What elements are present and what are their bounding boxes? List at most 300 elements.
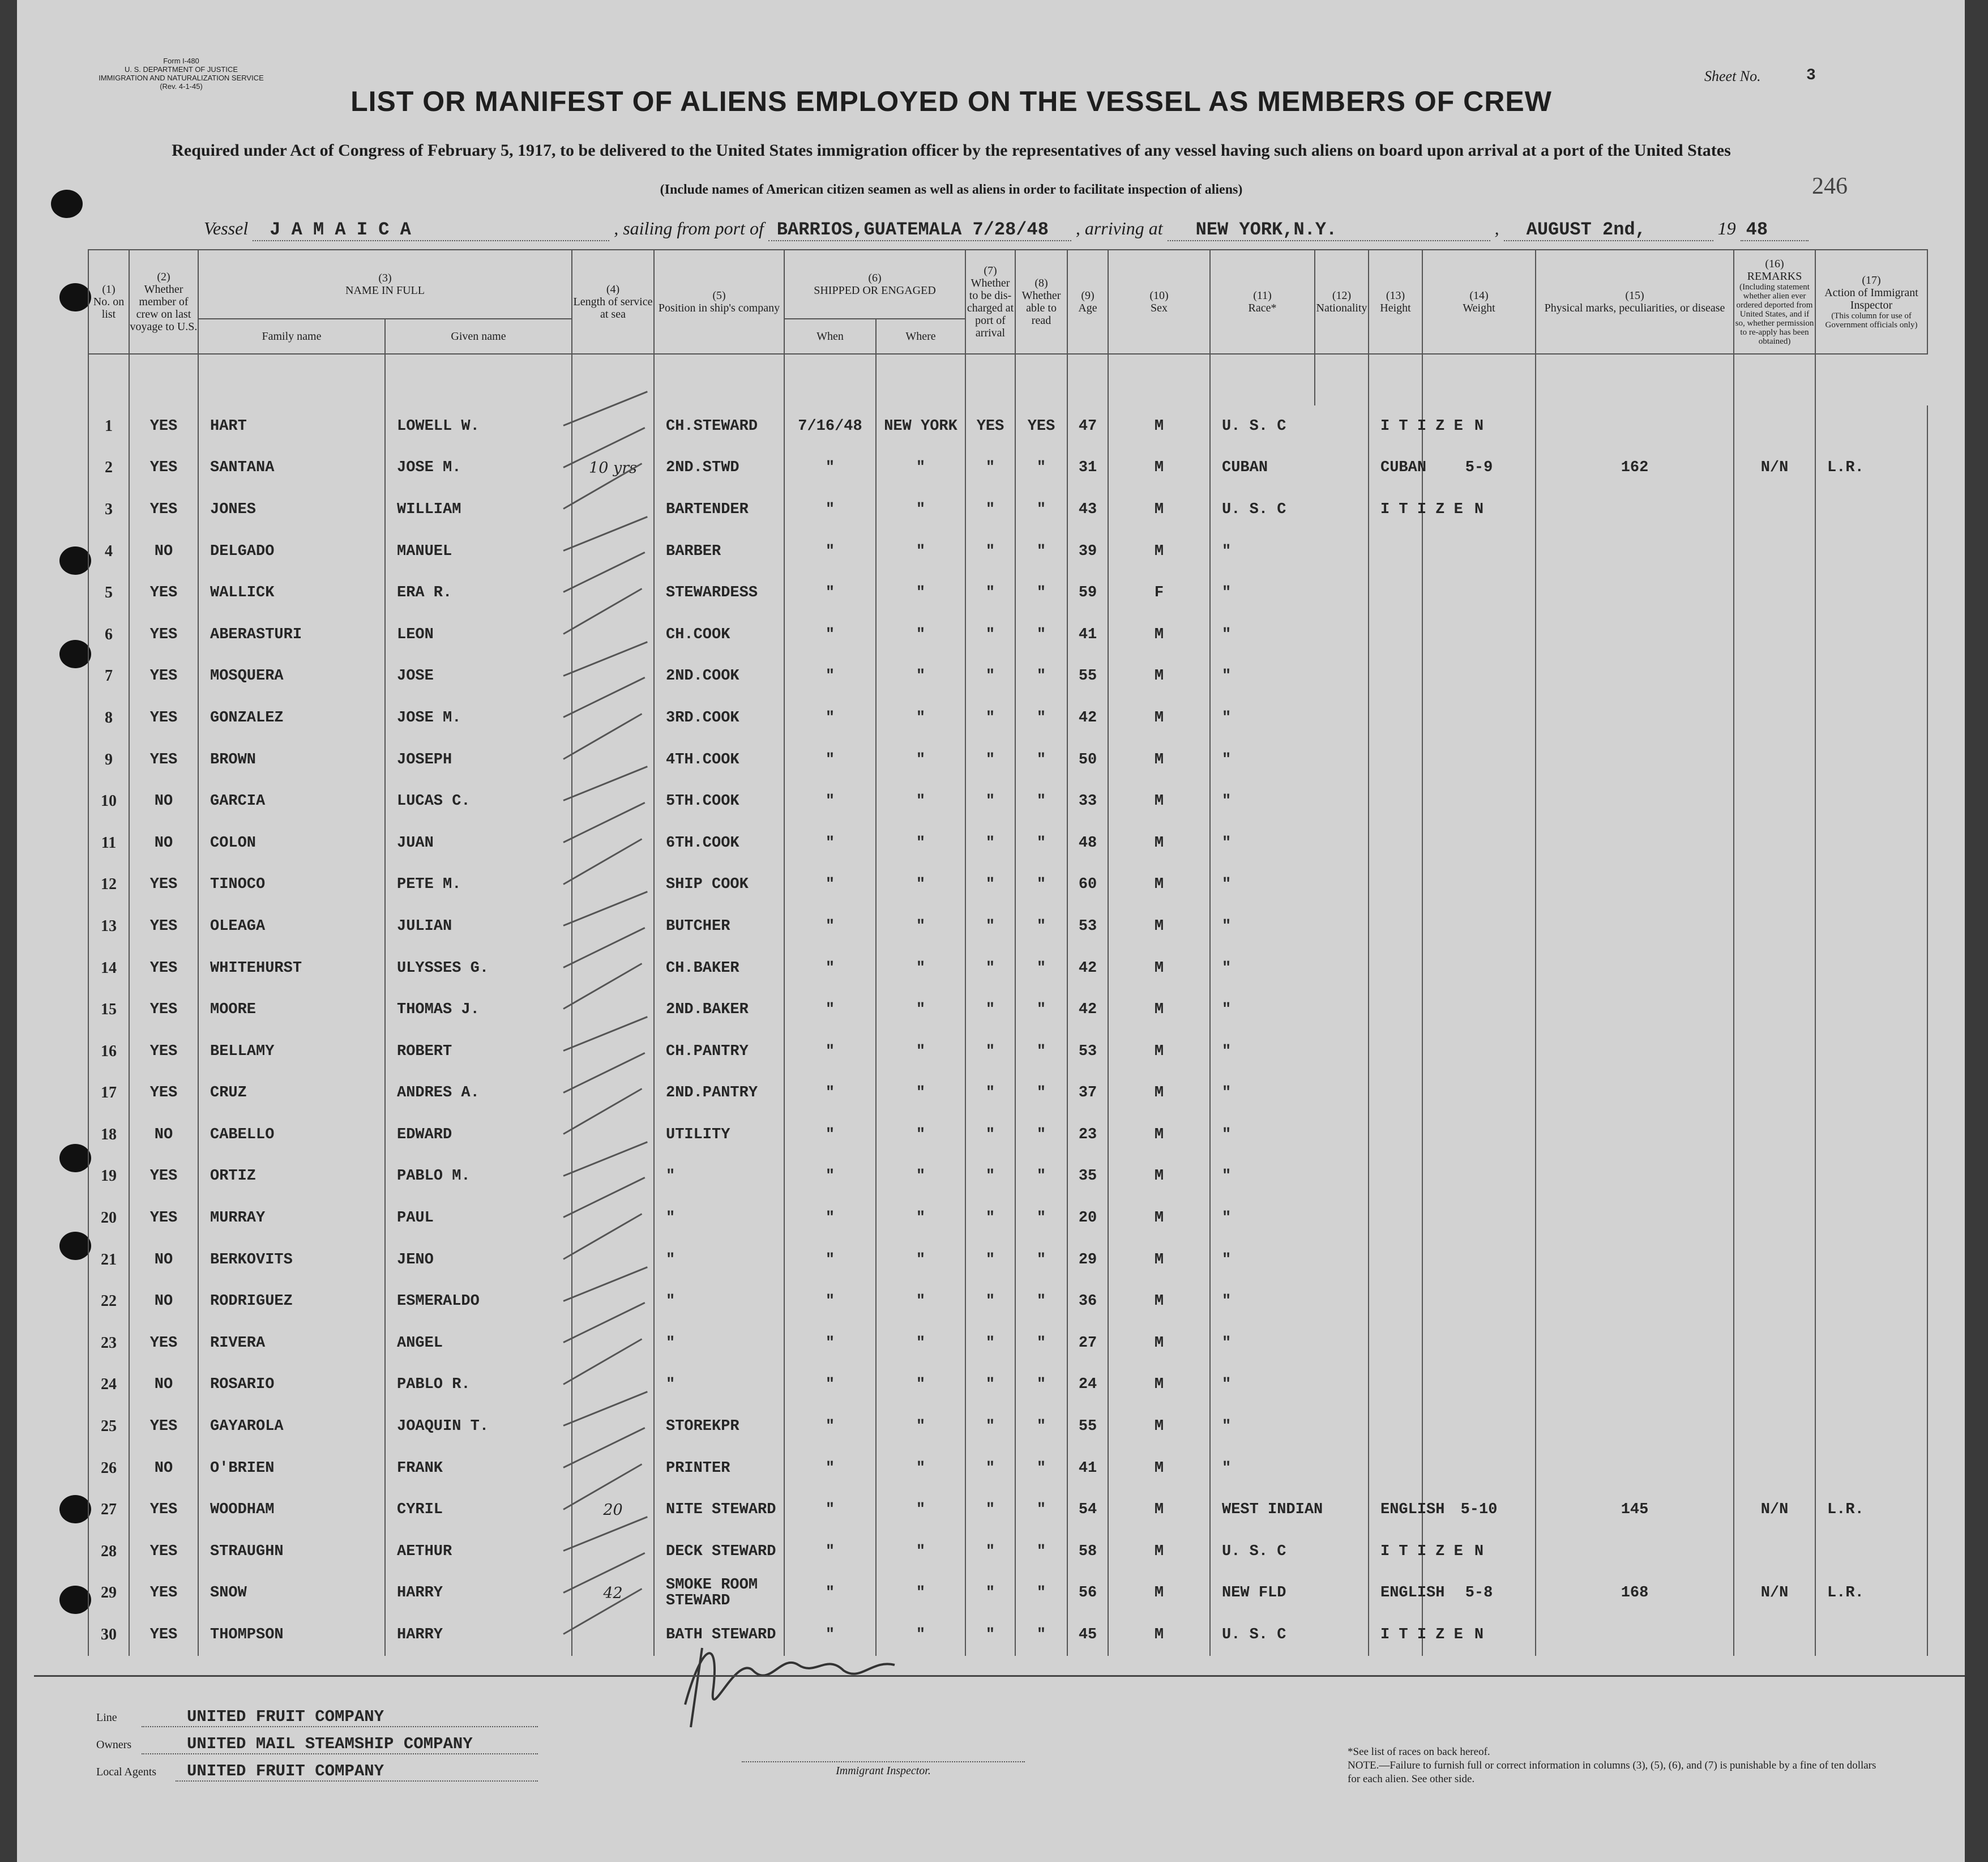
cell-action [1815,739,1927,781]
cell-action [1815,1031,1927,1073]
cell-physical [1734,1114,1815,1156]
year-suffix: 48 [1741,219,1809,241]
cell-member: YES [129,697,198,739]
cell-sex: M [1108,697,1210,739]
cell-family: GAYAROLA [198,1406,385,1447]
cell-weight: 145 [1536,1489,1734,1531]
table-row [88,1322,1927,1364]
cell-nationality [1369,1280,1422,1322]
cell-given: ESMERALDO [385,1280,572,1322]
cell-race: " [1210,531,1369,573]
cell-read: " [1015,1531,1067,1573]
cell-sex: M [1108,906,1210,947]
cell-given: JENO [385,1239,572,1281]
cell-nationality: ENGLISH [1369,1489,1422,1531]
cell-where: " [876,739,965,781]
cell-nationality [1369,739,1422,781]
cell-physical [1734,739,1815,781]
cell-when: " [784,1364,876,1406]
cell-where: " [876,531,965,573]
cell-no: 20 [88,1197,129,1239]
cell-race: " [1210,1406,1369,1447]
cell-no: 30 [88,1614,129,1656]
table-row [88,1073,1927,1114]
cell-member: YES [129,614,198,656]
table-row [88,864,1927,906]
cell-where: " [876,489,965,531]
cell-action [1815,1364,1927,1406]
cell-age: 45 [1067,1614,1108,1656]
cell-when: " [784,1197,876,1239]
cell-height [1422,1114,1536,1156]
cell-when: " [784,739,876,781]
cell-member: YES [129,1031,198,1073]
cell-read: " [1015,1447,1067,1489]
cell-no: 23 [88,1322,129,1364]
cell-family: COLON [198,822,385,864]
cell-sex: M [1108,1406,1210,1447]
table-row [88,1614,1927,1656]
cell-read: " [1015,1156,1067,1198]
cell-when: " [784,1447,876,1489]
manifest-rows [88,354,1927,1656]
cell-where: " [876,1280,965,1322]
manifest-sheet [17,0,1965,1862]
cell-weight [1536,1239,1734,1281]
cell-height: N [1422,489,1536,531]
cell-member: YES [129,1573,198,1615]
cell-family: WHITEHURST [198,947,385,989]
cell-race: " [1210,864,1369,906]
cell-where: " [876,1156,965,1198]
cell-where: " [876,1614,965,1656]
table-row [88,572,1927,614]
footer-owners [96,1735,538,1754]
cell-read: " [1015,1114,1067,1156]
cell-nationality: CUBAN [1369,447,1422,489]
cell-member: NO [129,1280,198,1322]
cell-physical [1734,1614,1815,1656]
cell-height [1422,947,1536,989]
col-race: (11) Race* [1210,250,1315,354]
cell-read: " [1015,1239,1067,1281]
cell-no: 11 [88,822,129,864]
table-row [88,1156,1927,1198]
cell-when: " [784,1073,876,1114]
cell-height [1422,906,1536,947]
cell-where: " [876,1489,965,1531]
cell-when: " [784,864,876,906]
cell-age: 58 [1067,1531,1108,1573]
cell-member: NO [129,780,198,822]
cell-race: " [1210,906,1369,947]
cell-nationality [1369,1364,1422,1406]
cell-age: 55 [1067,1406,1108,1447]
form-service: IMMIGRATION AND NATURALIZATION SERVICE [99,74,264,82]
cell-service [572,1406,654,1447]
cell-no: 22 [88,1280,129,1322]
cell-when: " [784,697,876,739]
cell-given: ULYSSES G. [385,947,572,989]
cell-race: " [1210,1197,1369,1239]
cell-service [572,1156,654,1198]
cell-service [572,1197,654,1239]
cell-action [1815,697,1927,739]
cell-physical [1734,864,1815,906]
col-no: (1) No. on list [88,250,129,354]
cell-age: 42 [1067,989,1108,1031]
table-row [88,1573,1927,1615]
table-row [88,1114,1927,1156]
cell-nationality [1369,1239,1422,1281]
cell-height [1422,1322,1536,1364]
cell-nationality [1369,1197,1422,1239]
cell-height: 5-10 [1422,1489,1536,1531]
cell-position: 2ND.COOK [654,656,784,698]
cell-physical [1734,1364,1815,1406]
cell-sex: M [1108,864,1210,906]
cell-service [572,1322,654,1364]
cell-family: MOSQUERA [198,656,385,698]
cell-weight: 162 [1536,447,1734,489]
cell-disch: YES [965,405,1015,447]
table-row [88,1406,1927,1447]
table-row [88,1364,1927,1406]
cell-when: " [784,1031,876,1073]
arriving-label: , arriving at [1075,218,1163,238]
cell-no: 21 [88,1239,129,1281]
cell-when: " [784,1322,876,1364]
agents-value: UNITED FRUIT COMPANY [187,1762,384,1780]
cell-nationality [1369,1322,1422,1364]
cell-given: PETE M. [385,864,572,906]
cell-where: " [876,1406,965,1447]
cell-disch: " [965,572,1015,614]
cell-position: 2ND.BAKER [654,989,784,1031]
cell-sex: M [1108,947,1210,989]
cell-where: " [876,572,965,614]
owners-label: Owners [96,1739,132,1751]
cell-disch: " [965,1573,1015,1615]
table-row [88,1031,1927,1073]
cell-physical [1734,489,1815,531]
cell-physical [1734,1073,1815,1114]
cell-action [1815,1447,1927,1489]
table-row [88,1197,1927,1239]
cell-disch: " [965,1114,1015,1156]
table-row [88,614,1927,656]
cell-disch: " [965,739,1015,781]
cell-where: " [876,1114,965,1156]
cell-weight [1536,405,1734,447]
punch-hole [59,640,91,668]
cell-position: BARTENDER [654,489,784,531]
cell-nationality [1369,989,1422,1031]
cell-read: " [1015,1573,1067,1615]
cell-age: 41 [1067,1447,1108,1489]
cell-age: 53 [1067,1031,1108,1073]
cell-read: " [1015,1197,1067,1239]
arrival-date: AUGUST 2nd, [1504,219,1713,241]
cell-disch: " [965,1031,1015,1073]
cell-weight [1536,531,1734,573]
table-row [88,780,1927,822]
cell-action [1815,531,1927,573]
table-row [88,822,1927,864]
cell-no: 19 [88,1156,129,1198]
cell-when: " [784,1489,876,1531]
cell-disch: " [965,1364,1015,1406]
cell-position: 4TH.COOK [654,739,784,781]
cell-nationality [1369,1114,1422,1156]
cell-age: 27 [1067,1322,1108,1364]
cell-sex: M [1108,447,1210,489]
cell-given: LEON [385,614,572,656]
cell-where: " [876,1239,965,1281]
cell-member: YES [129,1322,198,1364]
cell-sex: M [1108,1322,1210,1364]
cell-position: " [654,1364,784,1406]
cell-service [572,822,654,864]
cell-disch: " [965,906,1015,947]
cell-member: YES [129,1489,198,1531]
cell-sex: M [1108,1447,1210,1489]
cell-when: " [784,572,876,614]
cell-sex: M [1108,1280,1210,1322]
cell-sex: M [1108,1156,1210,1198]
cell-age: 36 [1067,1280,1108,1322]
cell-height: N [1422,1531,1536,1573]
cell-physical [1734,572,1815,614]
cell-given: PAUL [385,1197,572,1239]
cell-disch: " [965,1156,1015,1198]
cell-physical [1734,1531,1815,1573]
cell-action [1815,1073,1927,1114]
cell-no: 16 [88,1031,129,1073]
cell-position: CH.STEWARD [654,405,784,447]
cell-race: " [1210,780,1369,822]
cell-age: 37 [1067,1073,1108,1114]
cell-member: YES [129,405,198,447]
table-row [88,1447,1927,1489]
cell-service [572,906,654,947]
cell-height [1422,531,1536,573]
cell-nationality [1369,656,1422,698]
cell-physical: N/N [1734,1489,1815,1531]
port-to: NEW YORK,N.Y. [1168,219,1490,241]
table-row [88,405,1927,447]
cell-member: NO [129,1239,198,1281]
cell-action [1815,656,1927,698]
table-row [88,906,1927,947]
cell-action [1815,1156,1927,1198]
cell-weight [1536,1280,1734,1322]
cell-age: 20 [1067,1197,1108,1239]
cell-race: " [1210,656,1369,698]
cell-nationality: ENGLISH [1369,1573,1422,1615]
cell-race: " [1210,614,1369,656]
table-row [88,1489,1927,1531]
punch-hole [51,190,83,218]
cell-where: " [876,697,965,739]
cell-height [1422,656,1536,698]
cell-weight [1536,1156,1734,1198]
cell-height [1422,1073,1536,1114]
cell-member: YES [129,1156,198,1198]
cell-service: 42 [572,1573,654,1615]
cell-family: ROSARIO [198,1364,385,1406]
cell-race: " [1210,1364,1369,1406]
cell-where: " [876,614,965,656]
cell-no: 5 [88,572,129,614]
cell-action [1815,1322,1927,1364]
cell-physical: N/N [1734,1573,1815,1615]
cell-physical [1734,405,1815,447]
col-discharged: (7) Whether to be dis- charged at port of arrival [965,250,1015,354]
cell-race: " [1210,1280,1369,1322]
cell-given: EDWARD [385,1114,572,1156]
cell-family: HART [198,405,385,447]
cell-given: WILLIAM [385,489,572,531]
cell-weight [1536,614,1734,656]
col-where: Where [876,319,965,354]
cell-family: SANTANA [198,447,385,489]
cell-physical [1734,822,1815,864]
cell-no: 6 [88,614,129,656]
page-note: (Include names of American citizen seamen as well as aliens in order to facilitate inspection of aliens) [660,182,1243,197]
cell-given: LOWELL W. [385,405,572,447]
cell-sex: M [1108,1197,1210,1239]
cell-nationality [1369,1156,1422,1198]
cell-position: DECK STEWARD [654,1531,784,1573]
cell-disch: " [965,697,1015,739]
cell-age: 24 [1067,1364,1108,1406]
cell-nationality [1369,864,1422,906]
cell-weight [1536,1531,1734,1573]
col-nationality: (12) Nationality [1315,250,1369,354]
cell-position: BARBER [654,531,784,573]
vessel-name: J A M A I C A [253,219,609,241]
cell-race: CUBAN [1210,447,1369,489]
cell-family: TINOCO [198,864,385,906]
cell-position: CH.COOK [654,614,784,656]
vessel-label: Vessel [204,218,249,238]
cell-given: JOAQUIN T. [385,1406,572,1447]
cell-member: YES [129,1531,198,1573]
cell-action [1815,1239,1927,1281]
cell-no: 26 [88,1447,129,1489]
cell-family: ORTIZ [198,1156,385,1198]
cell-age: 29 [1067,1239,1108,1281]
cell-sex: M [1108,656,1210,698]
table-row [88,656,1927,698]
cell-physical [1734,1239,1815,1281]
cell-physical: N/N [1734,447,1815,489]
cell-where: " [876,906,965,947]
cell-height: 5-8 [1422,1573,1536,1615]
cell-when: " [784,1156,876,1198]
cell-physical [1734,1447,1815,1489]
cell-nationality [1369,614,1422,656]
cell-service [572,531,654,573]
cell-height [1422,1280,1536,1322]
cell-no: 1 [88,405,129,447]
cell-age: 59 [1067,572,1108,614]
cell-action: L.R. [1815,1489,1927,1531]
cell-when: " [784,1406,876,1447]
cell-sex: M [1108,989,1210,1031]
cell-action [1815,947,1927,989]
cell-position: 3RD.COOK [654,697,784,739]
punch-hole [59,1586,91,1614]
cell-height [1422,614,1536,656]
cell-action [1815,572,1927,614]
cell-service: 10 yrs [572,447,654,489]
cell-action: L.R. [1815,447,1927,489]
form-number: Form I-480 [163,57,199,65]
cell-read: YES [1015,405,1067,447]
cell-position: 5TH.COOK [654,780,784,822]
header-spacer-row [88,354,1927,405]
form-identifier [96,57,266,91]
cell-where: " [876,1197,965,1239]
cell-nationality [1369,780,1422,822]
cell-read: " [1015,447,1067,489]
cell-sex: M [1108,1531,1210,1573]
cell-where: " [876,656,965,698]
cell-action [1815,1531,1927,1573]
cell-disch: " [965,489,1015,531]
cell-read: " [1015,822,1067,864]
cell-sex: M [1108,614,1210,656]
cell-member: YES [129,572,198,614]
cell-given: LUCAS C. [385,780,572,822]
cell-position: " [654,1197,784,1239]
cell-action [1815,405,1927,447]
cell-disch: " [965,822,1015,864]
cell-read: " [1015,906,1067,947]
cell-race: " [1210,1447,1369,1489]
cell-where: " [876,989,965,1031]
cell-height: 5-9 [1422,447,1536,489]
cell-disch: " [965,656,1015,698]
table-row [88,489,1927,531]
cell-weight [1536,947,1734,989]
cell-nationality [1369,1447,1422,1489]
cell-given: ROBERT [385,1031,572,1073]
punch-hole [59,283,91,311]
cell-family: BELLAMY [198,1031,385,1073]
cell-given: ERA R. [385,572,572,614]
cell-when: " [784,1614,876,1656]
cell-disch: " [965,1614,1015,1656]
col-member: (2) Whether member of crew on last voyage to U.S. [129,250,198,354]
cell-action [1815,864,1927,906]
cell-no: 28 [88,1531,129,1573]
cell-family: RODRIGUEZ [198,1280,385,1322]
cell-member: NO [129,1114,198,1156]
punch-hole [59,1495,91,1523]
cell-height [1422,780,1536,822]
cell-where: " [876,1031,965,1073]
cell-where: " [876,822,965,864]
cell-read: " [1015,614,1067,656]
cell-service [572,697,654,739]
cell-age: 54 [1067,1489,1108,1531]
cell-read: " [1015,1073,1067,1114]
year-prefix: 19 [1717,218,1736,238]
cell-when: " [784,989,876,1031]
